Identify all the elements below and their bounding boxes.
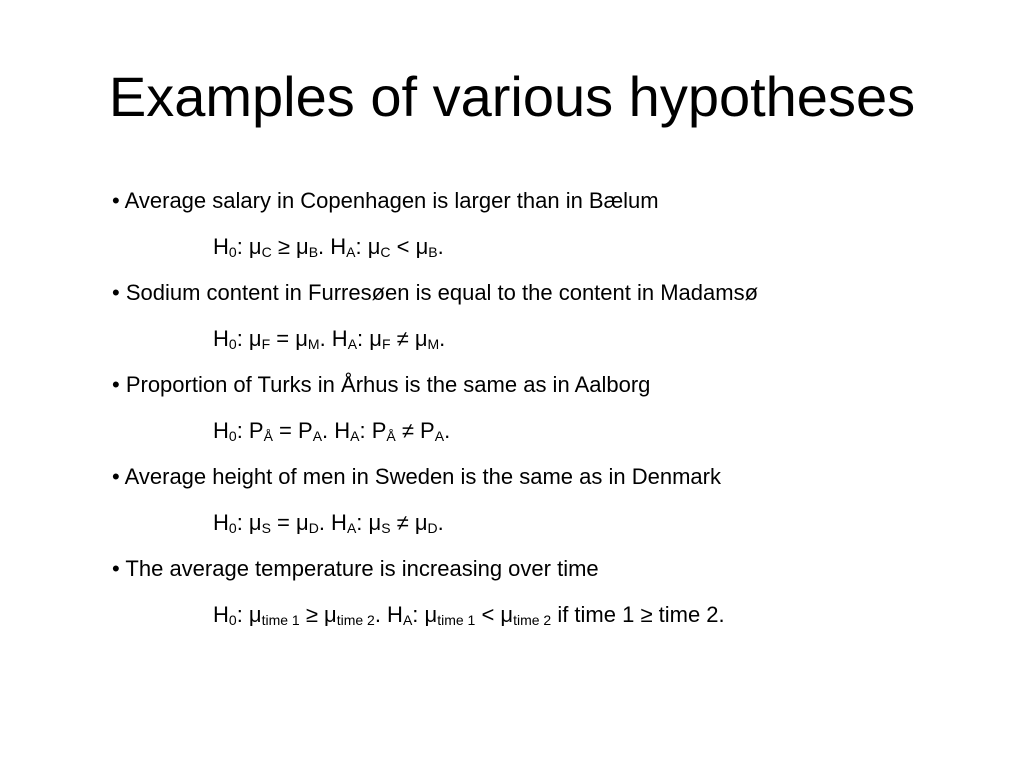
bullet-salary: • Average salary in Copenhagen is larger than in Bælum <box>112 188 659 213</box>
formula-subscript: A <box>402 612 413 628</box>
slide-title: Examples of various hypotheses <box>108 65 916 128</box>
formula-text: : μ <box>356 510 382 535</box>
formula-subscript: S <box>261 520 271 536</box>
formula-subscript: 0 <box>228 244 237 260</box>
bullet-proportion: • Proportion of Turks in Århus is the same as in Aalborg <box>112 372 651 397</box>
formula-subscript: Å <box>386 428 396 444</box>
formula-proportion <box>112 416 992 446</box>
formula-text: . H <box>318 234 347 259</box>
formula-subscript: B <box>428 244 438 260</box>
formula-text: ≥ μ <box>299 602 337 627</box>
bullet-sodium: • Sodium content in Furresøen is equal to the content in Madamsø <box>112 280 759 305</box>
formula-subscript: B <box>308 244 319 260</box>
formula-text: . <box>437 234 444 259</box>
formula-text: . <box>437 510 444 535</box>
formula-text: : μ <box>355 234 381 259</box>
formula-text: : μ <box>412 602 438 627</box>
formula-text: = μ <box>270 510 309 535</box>
formula-text: . <box>444 418 451 443</box>
formula-text: ≠ μ <box>390 326 428 351</box>
formula-subscript: Å <box>263 428 273 444</box>
formula-subscript: S <box>381 520 391 536</box>
formula-subscript: F <box>381 336 391 352</box>
formula-text: : μ <box>357 326 382 351</box>
formula-text: : μ <box>236 326 262 351</box>
formula-text: < μ <box>390 234 429 259</box>
formula-text: < μ <box>475 602 514 627</box>
formula-temperature <box>112 600 992 630</box>
formula-text: H <box>213 326 229 351</box>
hypothesis-list <box>112 186 992 646</box>
formula-text: . H <box>319 326 348 351</box>
formula-subscript: 0 <box>228 612 237 628</box>
formula-subscript: A <box>312 428 323 444</box>
formula-text: : μ <box>236 510 262 535</box>
formula-subscript: time 1 <box>261 612 300 628</box>
formula-subscript: 0 <box>228 336 237 352</box>
bullet-temperature: • The average temperature is increasing over time <box>112 556 599 581</box>
formula-text: : μ <box>236 234 262 259</box>
formula-subscript: F <box>261 336 271 352</box>
formula-text: . H <box>374 602 403 627</box>
formula-text: . <box>439 326 446 351</box>
formula-text: ≠ P <box>395 418 435 443</box>
formula-text: H <box>213 510 229 535</box>
formula-subscript: D <box>308 520 319 536</box>
formula-text: ≠ μ <box>390 510 428 535</box>
formula-subscript: time 2 <box>513 612 552 628</box>
formula-salary <box>112 232 992 262</box>
formula-subscript: A <box>434 428 445 444</box>
formula-subscript: C <box>380 244 391 260</box>
formula-subscript: time 2 <box>336 612 375 628</box>
formula-subscript: M <box>307 336 320 352</box>
formula-text: = μ <box>270 326 308 351</box>
formula-text: ≥ μ <box>271 234 309 259</box>
formula-text: H <box>213 418 229 443</box>
formula-subscript: M <box>427 336 440 352</box>
formula-subscript: time 1 <box>437 612 476 628</box>
formula-text: : P <box>236 418 264 443</box>
formula-text: : P <box>359 418 387 443</box>
bullet-height: • Average height of men in Sweden is the same as in Denmark <box>112 464 721 489</box>
formula-text: . H <box>318 510 347 535</box>
formula-subscript: D <box>427 520 438 536</box>
formula-subscript: A <box>346 520 357 536</box>
formula-text: if time 1 ≥ time 2. <box>551 602 725 627</box>
formula-text: H <box>213 234 229 259</box>
formula-subscript: A <box>347 336 358 352</box>
formula-sodium <box>112 324 992 354</box>
formula-subscript: 0 <box>228 520 237 536</box>
formula-subscript: A <box>350 428 360 444</box>
formula-text: = P <box>272 418 313 443</box>
formula-text: : μ <box>236 602 262 627</box>
formula-text: H <box>213 602 229 627</box>
formula-subscript: A <box>346 244 356 260</box>
formula-height <box>112 508 992 538</box>
formula-subscript: 0 <box>228 428 237 444</box>
formula-text: . H <box>322 418 351 443</box>
formula-subscript: C <box>261 244 272 260</box>
